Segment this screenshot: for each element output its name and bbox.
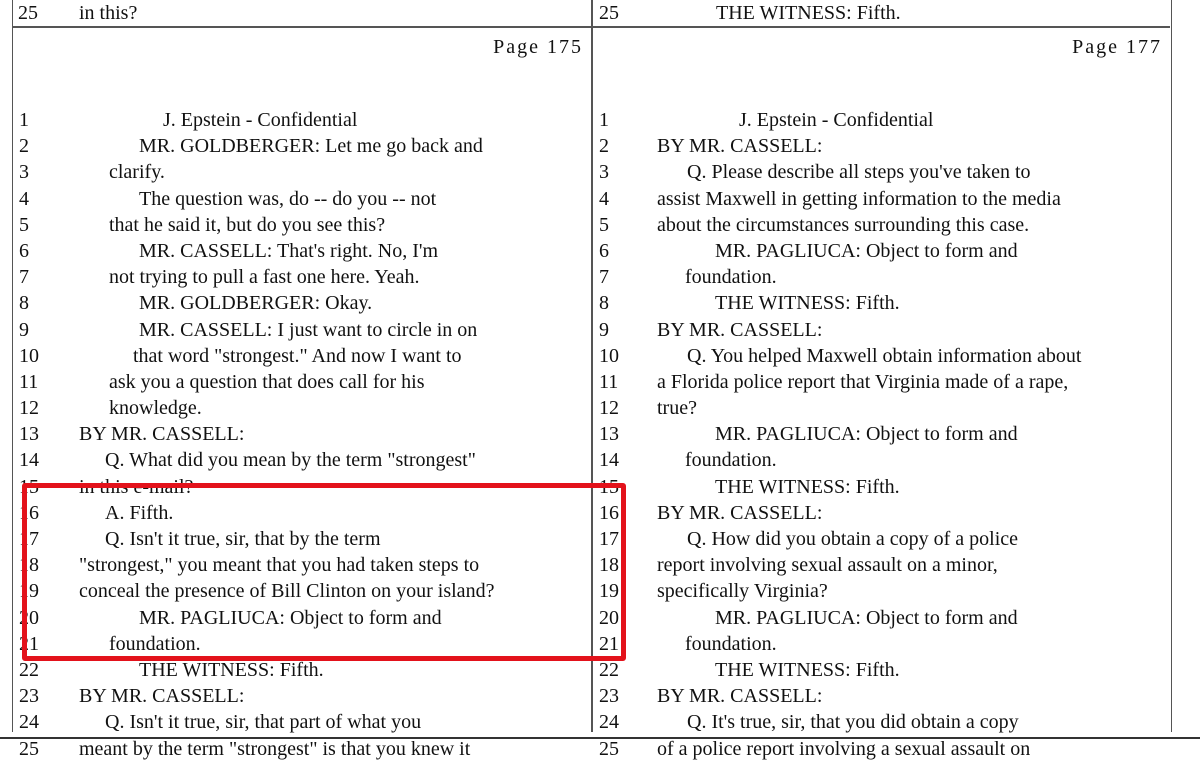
line-number: 11 xyxy=(19,370,39,393)
page-title: Page 175 xyxy=(493,36,583,58)
transcript-lines xyxy=(13,107,591,762)
line-number: 4 xyxy=(19,187,29,210)
line-text: BY MR. CASSELL: xyxy=(79,685,245,708)
line-text: THE WITNESS: Fifth. xyxy=(139,658,324,681)
line-text: THE WITNESS: Fifth. xyxy=(715,475,900,498)
transcript-line xyxy=(13,343,591,369)
transcript-line xyxy=(593,683,1170,709)
transcript-line xyxy=(13,447,591,473)
transcript-line xyxy=(593,369,1170,395)
transcript-lines xyxy=(593,107,1170,762)
line-text: THE WITNESS: Fifth. xyxy=(715,658,900,681)
line-number: 15 xyxy=(19,475,39,498)
line-text: assist Maxwell in getting information to the media xyxy=(657,187,1061,210)
transcript-line xyxy=(13,369,591,395)
line-number: 12 xyxy=(599,397,619,420)
transcript-line xyxy=(593,526,1170,552)
line-number: 22 xyxy=(19,658,39,681)
line-text: MR. PAGLIUCA: Object to form and xyxy=(715,239,1018,262)
highlight-annotation-box xyxy=(22,483,626,661)
line-number: 11 xyxy=(599,370,619,393)
line-text: in this e-mail? xyxy=(79,475,194,498)
line-text: MR. GOLDBERGER: Let me go back and xyxy=(139,135,483,158)
transcript-line xyxy=(13,107,591,133)
line-text: report involving sexual assault on a minor, xyxy=(657,554,998,577)
line-text: foundation. xyxy=(685,449,777,472)
line-text: of a police report involving a sexual assault on xyxy=(657,737,1031,760)
line-text: knowledge. xyxy=(109,397,202,420)
line-text: MR. PAGLIUCA: Object to form and xyxy=(715,423,1018,446)
line-number: 5 xyxy=(19,213,29,236)
line-number: 10 xyxy=(19,344,39,367)
transcript-line xyxy=(13,709,591,735)
transcript-line xyxy=(593,736,1170,762)
line-text: MR. GOLDBERGER: Okay. xyxy=(139,292,373,315)
line-number: 9 xyxy=(19,318,29,341)
transcript-line xyxy=(593,264,1170,290)
line-number: 14 xyxy=(19,449,39,472)
line-number: 20 xyxy=(19,606,39,629)
line-number: 9 xyxy=(599,318,609,341)
transcript-line xyxy=(593,552,1170,578)
line-text: foundation. xyxy=(685,266,777,289)
transcript-page-177 xyxy=(593,33,1170,760)
line-text: Q. It's true, sir, that you did obtain a copy xyxy=(687,711,1019,734)
transcript-line xyxy=(13,317,591,343)
line-text: specifically Virginia? xyxy=(657,580,828,603)
transcript-line xyxy=(13,683,591,709)
prev-left-line-text: in this? xyxy=(79,2,138,24)
transcript-line xyxy=(13,421,591,447)
transcript-line xyxy=(593,631,1170,657)
line-text: MR. CASSELL: I just want to circle in on xyxy=(139,318,478,341)
prev-right-line-text: THE WITNESS: Fifth. xyxy=(716,2,901,24)
line-number: 23 xyxy=(599,685,619,708)
transcript-line xyxy=(593,709,1170,735)
line-text: clarify. xyxy=(109,161,165,184)
line-number: 19 xyxy=(599,580,619,603)
transcript-line xyxy=(13,290,591,316)
line-text: THE WITNESS: Fifth. xyxy=(715,292,900,315)
transcript-line xyxy=(593,474,1170,500)
line-number: 23 xyxy=(19,685,39,708)
line-number: 21 xyxy=(19,632,39,655)
line-text: true? xyxy=(657,397,697,420)
line-number: 25 xyxy=(599,737,619,760)
line-text: Q. What did you mean by the term "strongest" xyxy=(105,449,476,472)
transcript-line xyxy=(593,605,1170,631)
transcript-line xyxy=(13,186,591,212)
line-number: 5 xyxy=(599,213,609,236)
transcript-line xyxy=(593,578,1170,604)
line-text: A. Fifth. xyxy=(105,501,174,524)
transcript-line xyxy=(593,107,1170,133)
line-text: foundation. xyxy=(685,632,777,655)
transcript-line xyxy=(13,736,591,762)
transcript-line xyxy=(593,290,1170,316)
line-number: 14 xyxy=(599,449,619,472)
line-text: BY MR. CASSELL: xyxy=(657,501,823,524)
line-number: 7 xyxy=(599,266,609,289)
line-text: Q. You helped Maxwell obtain information about xyxy=(687,344,1082,367)
line-number: 16 xyxy=(599,501,619,524)
line-number: 12 xyxy=(19,397,39,420)
line-number: 2 xyxy=(599,135,609,158)
line-number: 16 xyxy=(19,501,39,524)
line-number: 8 xyxy=(19,292,29,315)
transcript-line xyxy=(593,317,1170,343)
line-text: J. Epstein - Confidential xyxy=(163,109,358,131)
line-number: 18 xyxy=(19,554,39,577)
transcript-line xyxy=(593,421,1170,447)
transcript-line xyxy=(13,212,591,238)
line-number: 17 xyxy=(599,528,619,550)
line-number: 13 xyxy=(19,423,39,446)
line-text: about the circumstances surrounding this case. xyxy=(657,213,1030,236)
prev-left-line-number: 25 xyxy=(18,2,38,24)
line-text: Q. Isn't it true, sir, that part of what you xyxy=(105,711,422,734)
transcript-line xyxy=(593,657,1170,683)
line-number: 4 xyxy=(599,187,609,210)
line-text: ask you a question that does call for his xyxy=(109,370,425,393)
line-number: 3 xyxy=(599,161,609,184)
page-title: Page 177 xyxy=(1072,36,1162,58)
transcript-line xyxy=(13,159,591,185)
line-number: 20 xyxy=(599,606,619,629)
line-number: 2 xyxy=(19,135,29,158)
transcript-line xyxy=(593,159,1170,185)
transcript-line xyxy=(593,447,1170,473)
line-number: 10 xyxy=(599,344,619,367)
line-text: a Florida police report that Virginia made of a rape, xyxy=(657,370,1069,393)
line-number: 13 xyxy=(599,423,619,446)
line-text: that he said it, but do you see this? xyxy=(109,213,386,236)
line-text: meant by the term "strongest" is that you knew it xyxy=(79,737,471,760)
line-number: 18 xyxy=(599,554,619,577)
line-number: 24 xyxy=(599,711,619,734)
line-text: BY MR. CASSELL: xyxy=(657,135,823,158)
line-number: 1 xyxy=(19,109,29,131)
line-text: BY MR. CASSELL: xyxy=(657,685,823,708)
line-text: BY MR. CASSELL: xyxy=(657,318,823,341)
transcript-line xyxy=(13,264,591,290)
transcript-line xyxy=(593,238,1170,264)
line-number: 21 xyxy=(599,632,619,655)
line-text: The question was, do -- do you -- not xyxy=(139,187,437,210)
line-text: MR. PAGLIUCA: Object to form and xyxy=(715,606,1018,629)
line-number: 3 xyxy=(19,161,29,184)
transcript-line xyxy=(13,133,591,159)
transcript-line xyxy=(593,395,1170,421)
line-number: 24 xyxy=(19,711,39,734)
transcript-line xyxy=(593,186,1170,212)
line-text: Q. Isn't it true, sir, that by the term xyxy=(105,528,381,550)
line-text: not trying to pull a fast one here. Yeah. xyxy=(109,266,420,289)
line-text: that word "strongest." And now I want to xyxy=(133,344,462,367)
line-text: MR. CASSELL: That's right. No, I'm xyxy=(139,239,439,262)
transcript-line xyxy=(13,238,591,264)
line-text: conceal the presence of Bill Clinton on your island? xyxy=(79,580,495,603)
line-number: 19 xyxy=(19,580,39,603)
line-text: "strongest," you meant that you had taken steps to xyxy=(79,554,480,577)
line-text: foundation. xyxy=(109,632,201,655)
line-number: 6 xyxy=(599,239,609,262)
transcript-line xyxy=(13,395,591,421)
prev-right-line-number: 25 xyxy=(599,2,619,24)
line-text: Q. Please describe all steps you've taken to xyxy=(687,161,1031,184)
line-number: 17 xyxy=(19,528,39,550)
transcript-line xyxy=(593,212,1170,238)
line-text: BY MR. CASSELL: xyxy=(79,423,245,446)
transcript-line xyxy=(593,133,1170,159)
line-number: 8 xyxy=(599,292,609,315)
transcript-line xyxy=(593,343,1170,369)
line-number: 15 xyxy=(599,475,619,498)
line-text: MR. PAGLIUCA: Object to form and xyxy=(139,606,442,629)
line-number: 22 xyxy=(599,658,619,681)
line-number: 1 xyxy=(599,109,609,131)
transcript-line xyxy=(593,500,1170,526)
line-number: 7 xyxy=(19,266,29,289)
line-number: 25 xyxy=(19,737,39,760)
line-text: J. Epstein - Confidential xyxy=(739,109,934,131)
line-number: 6 xyxy=(19,239,29,262)
line-text: Q. How did you obtain a copy of a police xyxy=(687,528,1019,550)
